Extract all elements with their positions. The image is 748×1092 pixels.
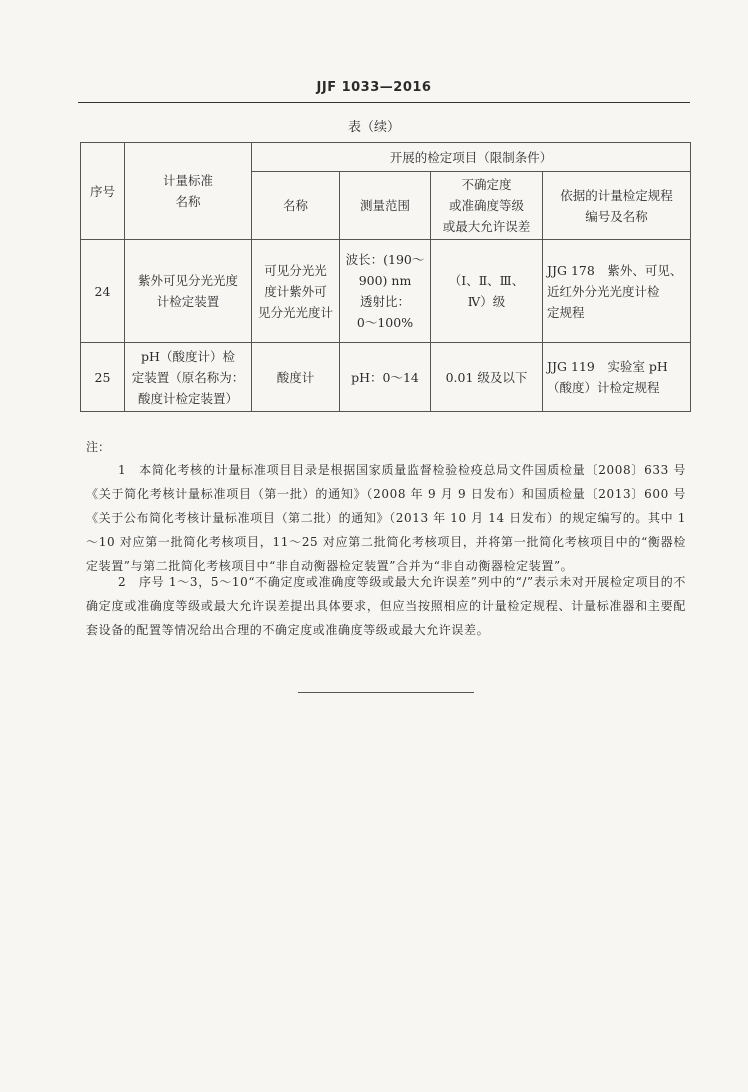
row-name: 可见分光光 度计紫外可 见分光光度计 (252, 240, 340, 343)
header-uncertainty: 不确定度 或准确度等级 或最大允许误差 (431, 172, 543, 240)
standards-table (80, 142, 691, 412)
row-regulation: JJG 119 实验室 pH （酸度）计检定规程 (543, 343, 691, 412)
header-regulation: 依据的计量检定规程 编号及名称 (543, 172, 691, 240)
row-no: 25 (81, 343, 125, 412)
standard-code-header: JJF 1033—2016 (316, 80, 432, 95)
header-name: 名称 (252, 172, 340, 240)
notes-label: 注： (86, 440, 111, 454)
row-range: pH：0～14 (340, 343, 431, 412)
table-caption: 表（续） (347, 120, 400, 135)
table-row (81, 240, 691, 343)
table-row (81, 343, 691, 412)
row-no: 24 (81, 240, 125, 343)
row-range: 波长：(190～ 900) nm 透射比： 0～100% (340, 240, 431, 343)
header-range: 测量范围 (340, 172, 431, 240)
table-header-row (81, 143, 691, 172)
note-paragraph-2: 2 序号 1～3，5～10“不确定度或准确度等级或最大允许误差”列中的“/”表示未对开展检定项目的不确定度或准确度等级或最大允许误差提出具体要求，但应当按照相应的计量检定规程、计量标准器和主要配套设备的配置等情况给出合理的不确定度或准确度等级或最大允许误差。 (86, 575, 686, 637)
row-uncertainty: （Ⅰ、Ⅱ、Ⅲ、 Ⅳ）级 (431, 240, 543, 343)
row-regulation: JJG 178 紫外、可见、 近红外分光光度计检 定规程 (543, 240, 691, 343)
row-standard: 紫外可见分光光度 计检定装置 (125, 240, 252, 343)
row-uncertainty: 0.01 级及以下 (431, 343, 543, 412)
note-paragraph-1: 1 本简化考核的计量标准项目目录是根据国家质量监督检验检疫总局文件国质检量〔2008〕633 号《关于简化考核计量标准项目（第一批）的通知》（2008 年 9 月 9 日发布）和国质检量〔2013〕600 号《关于公布简化考核计量标准项目（第二批）的通知》（2013 年 10 月 14 日发布）的规定编写的。其中 1～10 对应第一批简化考核项目，11～25 对应第二批简化考核项目，并将第一批简化考核项目中的“衡器检定装置”与第二批简化考核项目中“非自动衡器检定装置”合并为“非自动衡器检定装置”。 (86, 463, 686, 573)
header-standard: 计量标准 名称 (125, 143, 252, 240)
header-rule (78, 102, 690, 103)
header-no (81, 143, 125, 240)
header-group: 开展的检定项目（限制条件） (252, 143, 691, 172)
end-rule (298, 692, 474, 693)
header-no-text: 序号 (89, 183, 115, 199)
row-standard: pH（酸度计）检 定装置（原名称为： 酸度计检定装置） (125, 343, 252, 412)
row-name: 酸度计 (252, 343, 340, 412)
